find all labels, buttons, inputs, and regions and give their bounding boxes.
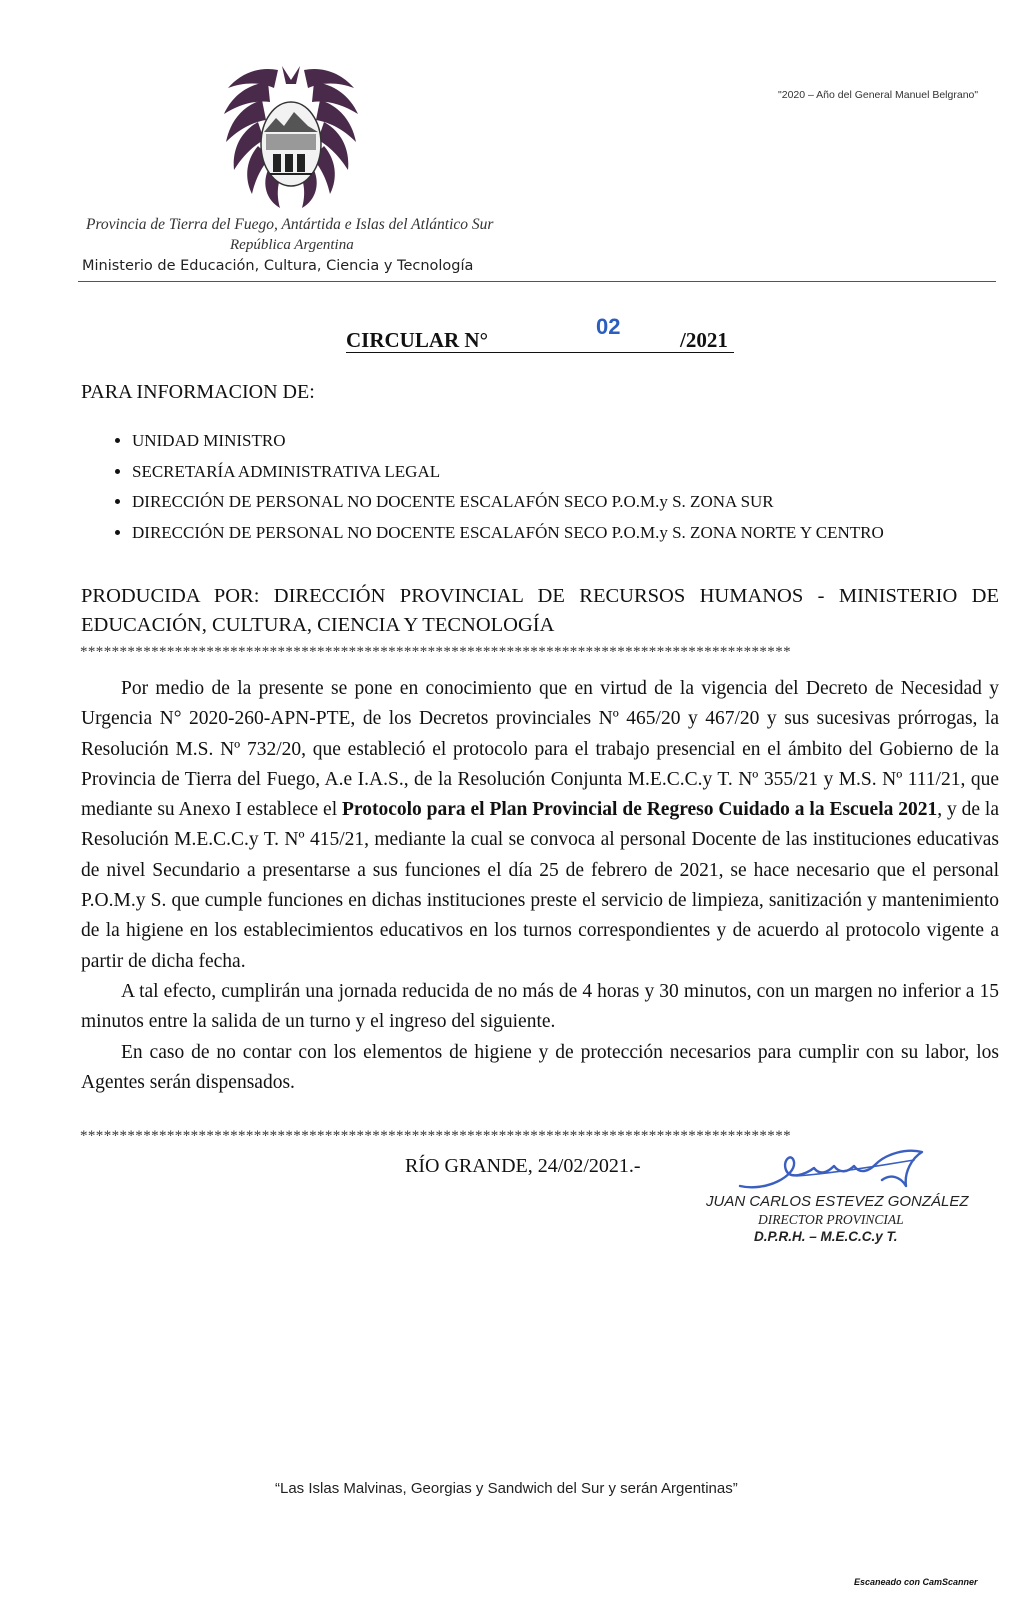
separator-top: ****************************************************************************************** (80, 644, 791, 660)
letterhead-republic: República Argentina (230, 237, 354, 253)
header-divider (78, 281, 996, 282)
year-motto: "2020 – Año del General Manuel Belgrano" (778, 89, 979, 101)
body-paragraph-3: En caso de no contar con los elementos de higiene y de protección necesarios para cumplir con su labor, los Agentes serán dispensados. (81, 1041, 999, 1093)
recipients-list (104, 430, 1024, 552)
list-item: • SECRETARÍA ADMINISTRATIVA LEGAL (132, 461, 1024, 492)
place-date: RÍO GRANDE, 24/02/2021.- (405, 1155, 641, 1177)
produced-by: PRODUCIDA POR: DIRECCIÓN PROVINCIAL DE RECURSOS HUMANOS - MINISTERIO DE EDUCACIÓN, CULTURA, CIENCIA Y TECNOLOGÍA (81, 585, 999, 636)
handwritten-signature-icon (736, 1146, 936, 1196)
circular-label: CIRCULAR N° (346, 328, 488, 352)
recipients-heading: PARA INFORMACION DE: (81, 381, 315, 403)
signatory-name: JUAN CARLOS ESTEVEZ GONZÁLEZ (706, 1193, 969, 1210)
signatory-department: D.P.R.H. – M.E.C.C.y T. (754, 1229, 898, 1244)
list-item: • UNIDAD MINISTRO (132, 430, 1024, 461)
letterhead-ministry: Ministerio de Educación, Cultura, Ciencia y Tecnología (82, 258, 474, 274)
list-item: • DIRECCIÓN DE PERSONAL NO DOCENTE ESCALAFÓN SECO P.O.M.y S. ZONA SUR (132, 491, 1024, 522)
circular-number: 02 (596, 314, 621, 339)
body-paragraph-2: A tal efecto, cumplirán una jornada reducida de no más de 4 horas y 30 minutos, con un margen no inferior a 15 minutos entre la salida de un turno y el ingreso del siguiente. (81, 980, 999, 1033)
malvinas-motto: “Las Islas Malvinas, Georgias y Sandwich del Sur y serán Argentinas” (275, 1480, 738, 1497)
provincial-seal-icon (218, 62, 364, 214)
separator-bottom: ****************************************************************************************** (80, 1128, 791, 1144)
protocol-name: Protocolo para el Plan Provincial de Regreso Cuidado a la Escuela 2021 (341, 799, 938, 821)
circular-underline (346, 352, 734, 353)
signatory-title: DIRECTOR PROVINCIAL (758, 1212, 904, 1227)
circular-body (81, 674, 999, 1098)
body-paragraph-1: Por medio de la presente se pone en conocimiento que en virtud de la vigencia del Decreto de Necesidad y Urgencia N° 2020-260-APN-PTE, de los Decretos provinciales Nº 465/20 y 467/20 y sus sucesivas prórrogas, la Resolución M.S. Nº 732/20, que estableció el protocolo para el trabajo presencial en el ámbito del Gobierno de la Provincia de Tierra del Fuego, A.e I.A.S., de la Resolución Conjunta M.E.C.C.y T. Nº 355/21 y M.S. Nº 111/21, que mediante su Anexo I establece el Protocolo para el Plan Provincial de Regreso Cuidado a la Escuela 2021, y de la Resolución M.E.C.C.y T. Nº 415/21, mediante la cual se convoca al personal Docente de las instituciones educativas de nivel Secundario a presentarse a sus funciones el día 25 de febrero de 2021, se hace necesario que el personal P.O.M.y S. que cumple funciones en dichas instituciones preste el servicio de limpieza, sanitización y mantenimiento de la higiene en los establecimientos educativos en los turnos correspondientes y de acuerdo al protocolo vigente a partir de dicha fecha. (81, 678, 999, 972)
letterhead-province: Provincia de Tierra del Fuego, Antártida e Islas del Atlántico Sur (86, 216, 494, 233)
list-item: • DIRECCIÓN DE PERSONAL NO DOCENTE ESCALAFÓN SECO P.O.M.y S. ZONA NORTE Y CENTRO (132, 522, 1024, 553)
circular-year: /2021 (680, 328, 728, 352)
scanner-watermark: Escaneado con CamScanner (854, 1577, 978, 1587)
